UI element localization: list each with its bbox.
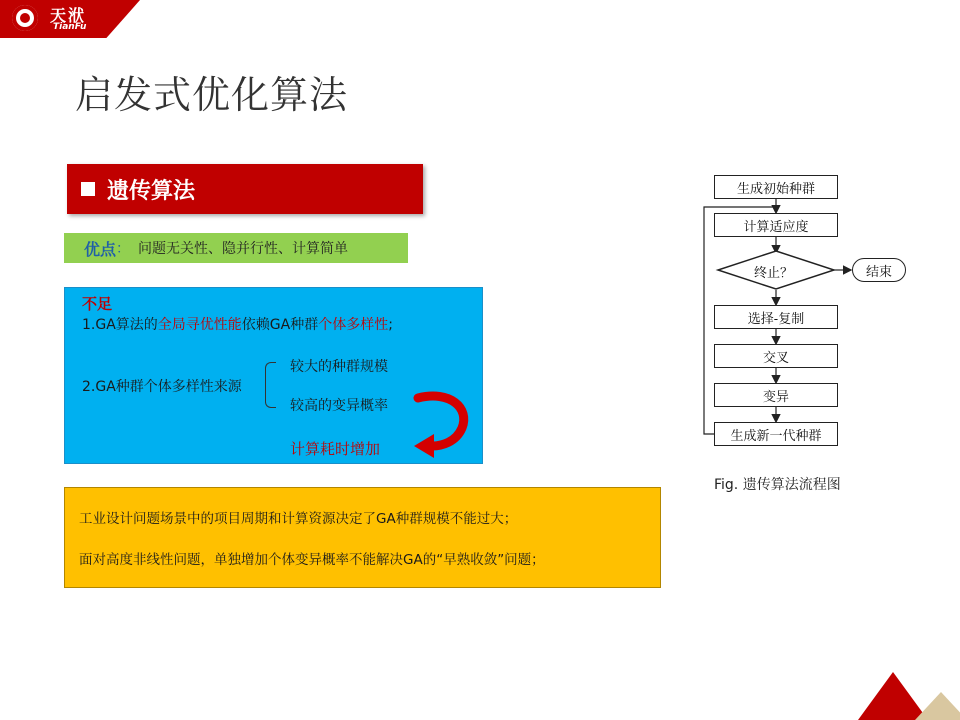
page-title: 启发式优化算法 [75,73,349,117]
flow-step-fitness: 计算适应度 [714,213,838,237]
shortcomings-title: 不足 [82,295,113,313]
shortcoming-line-2: 2.GA种群个体多样性来源 [82,379,242,395]
shortcoming-line-1-d: 个体多样性 [318,317,389,333]
note-line-2: 面对高度非线性问题，单独增加个体变异概率不能解决GA的“早熟收敛”问题； [79,552,545,568]
section-heading [67,164,423,214]
corner-triangle-tan [915,692,960,720]
brace-icon [265,362,276,408]
logo-text-cn: 天洑 [50,6,87,25]
section-heading-text: 遗传算法 [107,178,196,204]
note-line-1: 工业设计问题场景中的项目周期和计算资源决定了GA种群规模不能过大； [79,511,518,527]
notes-box [64,487,661,588]
shortcoming-line-1 [82,314,393,334]
shortcoming-result: 计算耗时增加 [290,440,381,458]
diversity-source-2: 较高的变异概率 [290,398,388,414]
flow-step-init: 生成初始种群 [714,175,838,199]
shortcoming-line-1-c: 依赖GA种群 [241,317,319,333]
logo-text-en: TianFu [53,22,87,32]
flow-step-crossover: 交叉 [714,344,838,368]
shortcoming-line-1-b: 全局寻优性能 [157,317,242,333]
advantages-colon: ： [116,241,131,257]
bullet-square-icon [81,182,95,196]
curved-arrow-icon [410,388,470,460]
shortcoming-line-1-e: ; [388,317,393,333]
advantages-text: 问题无关性、隐并行性、计算简单 [138,241,349,257]
flow-step-new-generation: 生成新一代种群 [714,422,838,446]
flowchart-caption: Fig. 遗传算法流程图 [714,477,841,493]
logo-icon [12,5,38,31]
advantages-strip [64,233,408,263]
corner-triangle-red [858,672,928,720]
shortcoming-line-1-a: 1.GA算法的 [82,317,158,333]
flow-step-selection: 选择-复制 [714,305,838,329]
flow-decision-label: 终止？ [754,266,794,281]
advantages-label: 优点 [84,239,117,259]
flow-end: 结束 [852,258,906,282]
flow-step-mutation: 变异 [714,383,838,407]
diversity-source-1: 较大的种群规模 [290,359,388,375]
